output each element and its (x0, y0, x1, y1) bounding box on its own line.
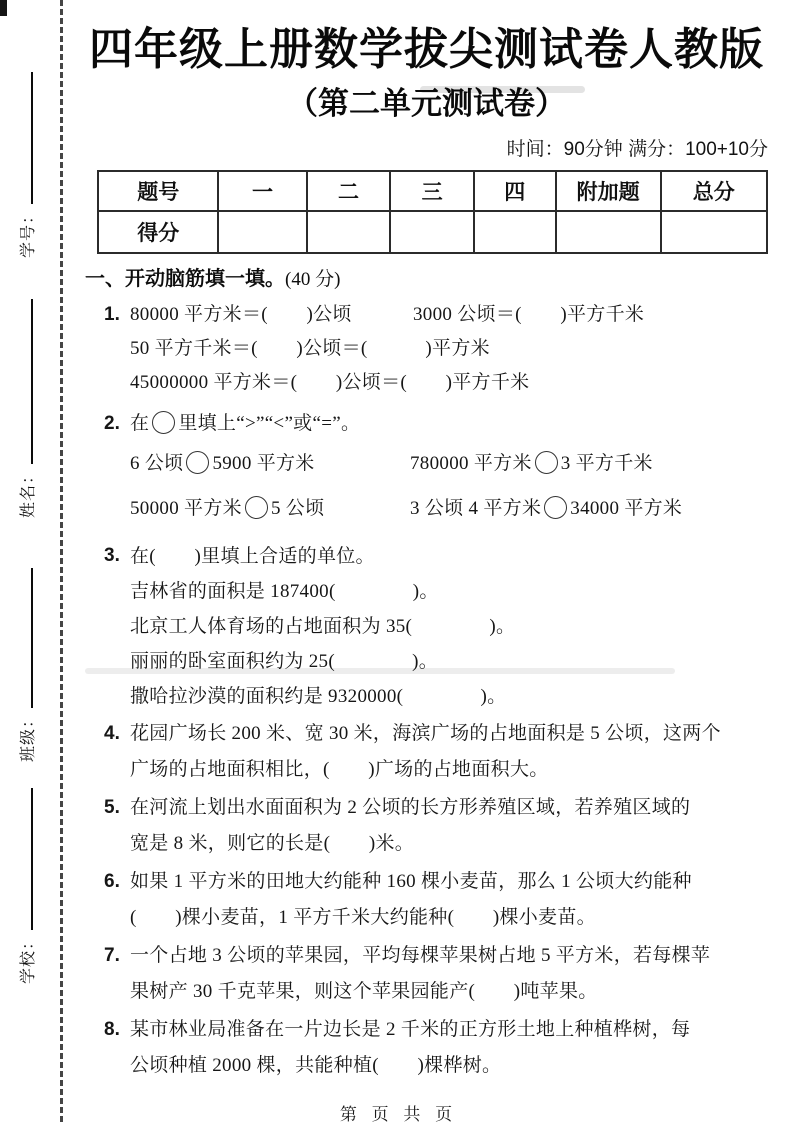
score-table-header-1: 一 (218, 171, 306, 211)
score-table-header-bonus: 附加题 (556, 171, 661, 211)
question-line (130, 298, 768, 332)
score-cell (390, 211, 474, 253)
question-line: 花园广场长 200 米、宽 30 米，海滨广场的占地面积是 5 公顷，这两个 (130, 723, 721, 744)
score-cell (307, 211, 391, 253)
question-line: 50 平方千米＝( )公顷＝( )平方米 (130, 338, 490, 359)
comparison-pair (130, 498, 324, 519)
score-cell (218, 211, 306, 253)
class-label: 班级： (20, 710, 37, 762)
question-line: 丽丽的卧室面积约为 25( )。 (130, 651, 439, 672)
question-line: 45000000 平方米＝( )公顷＝( )平方千米 (130, 372, 530, 393)
comparison-pair (410, 441, 653, 486)
student-name-label: 姓名： (20, 466, 37, 518)
pair-right: 34000 平方米 (570, 498, 683, 519)
question-3-number: 3. (104, 545, 120, 566)
question-line: 一个占地 3 公顷的苹果园，平均每棵苹果树占地 5 平方米，若每棵苹 (130, 945, 711, 966)
score-table (97, 170, 768, 254)
question-8-number: 8. (104, 1019, 120, 1040)
question-line: 撒哈拉沙漠的面积约是 9320000( )。 (130, 686, 507, 707)
section-1-title: 一、开动脑筋填一填。 (85, 268, 285, 290)
pair-right: 3 平方千米 (560, 453, 653, 474)
pair-right: 5900 平方米 (212, 453, 315, 474)
pair-left: 50000 平方米 (130, 498, 242, 519)
page-title: 四年级上册数学拔尖测试卷人教版 (89, 25, 764, 74)
score-table-header-4: 四 (474, 171, 556, 211)
question-1 (85, 298, 768, 400)
question-6-number: 6. (104, 871, 120, 892)
question-line (130, 486, 768, 531)
school-label: 学校： (20, 932, 37, 984)
comparison-circle (535, 451, 558, 474)
question-line: ( )棵小麦苗，1 平方千米大约能种( )棵小麦苗。 (130, 907, 596, 928)
question-4 (85, 716, 768, 788)
question-line: 在河流上划出水面面积为 2 公顷的长方形养殖区域，若养殖区域的 (130, 797, 691, 818)
comparison-pair (130, 453, 315, 474)
page-footer: 第 页 共 页 (339, 1105, 458, 1124)
question-2-intro-pre: 在 (130, 413, 150, 434)
question-line: 如果 1 平方米的田地大约能种 160 棵小麦苗，那么 1 公顷大约能种 (130, 871, 692, 892)
question-line: 宽是 8 米，则它的长是( )米。 (130, 833, 415, 854)
question-1-line-1-right: 3000 公顷＝( )平方千米 (413, 304, 645, 325)
question-1-number: 1. (104, 304, 120, 325)
pair-left: 780000 平方米 (410, 453, 532, 474)
score-table-header-3: 三 (390, 171, 474, 211)
question-line (130, 441, 768, 486)
question-6 (85, 864, 768, 936)
question-5 (85, 790, 768, 862)
question-line (130, 407, 768, 441)
question-line: 吉林省的面积是 187400( )。 (130, 581, 439, 602)
comparison-circle (186, 451, 209, 474)
comparison-circle (245, 496, 268, 519)
pair-right: 5 公顷 (270, 498, 325, 519)
question-2-intro-post: 里填上“>”“<”或“=”。 (178, 413, 361, 434)
comparison-pair (410, 486, 682, 531)
student-id-label: 学号： (20, 206, 37, 258)
question-7 (85, 938, 768, 1010)
question-line: 广场的占地面积相比，( )广场的占地面积大。 (130, 759, 549, 780)
score-table-header-timuhao: 题号 (98, 171, 218, 211)
question-4-number: 4. (104, 723, 120, 744)
pair-left: 6 公顷 (130, 453, 184, 474)
pair-left: 3 公顷 4 平方米 (410, 498, 542, 519)
question-line: 公顷种植 2000 棵，共能种植( )棵桦树。 (130, 1055, 502, 1076)
section-1-points: (40 分) (285, 269, 341, 290)
comparison-circle (152, 411, 175, 434)
comparison-circle (544, 496, 567, 519)
question-2 (85, 407, 768, 531)
score-cell (474, 211, 556, 253)
question-line: 北京工人体育场的占地面积为 35( )。 (130, 616, 516, 637)
score-table-header-total: 总分 (661, 171, 767, 211)
question-1-line-1-left: 80000 平方米＝( )公顷 (130, 304, 352, 325)
question-8 (85, 1012, 768, 1084)
page-subtitle: （第二单元测试卷） (287, 86, 566, 121)
question-3 (85, 539, 768, 714)
question-line: 在( )里填上合适的单位。 (130, 546, 375, 567)
question-line: 某市林业局准备在一片边长是 2 千米的正方形土地上种植桦树，每 (130, 1019, 691, 1040)
score-cell (661, 211, 767, 253)
question-7-number: 7. (104, 945, 120, 966)
score-table-header-2: 二 (307, 171, 391, 211)
exam-time-score-info: 时间：90分钟 满分：100+10分 (506, 139, 768, 160)
section-1-heading (85, 267, 768, 292)
question-2-number: 2. (104, 413, 120, 434)
score-cell (556, 211, 661, 253)
score-row-label: 得分 (98, 211, 218, 253)
question-5-number: 5. (104, 797, 120, 818)
question-line: 果树产 30 千克苹果，则这个苹果园能产( )吨苹果。 (130, 981, 598, 1002)
